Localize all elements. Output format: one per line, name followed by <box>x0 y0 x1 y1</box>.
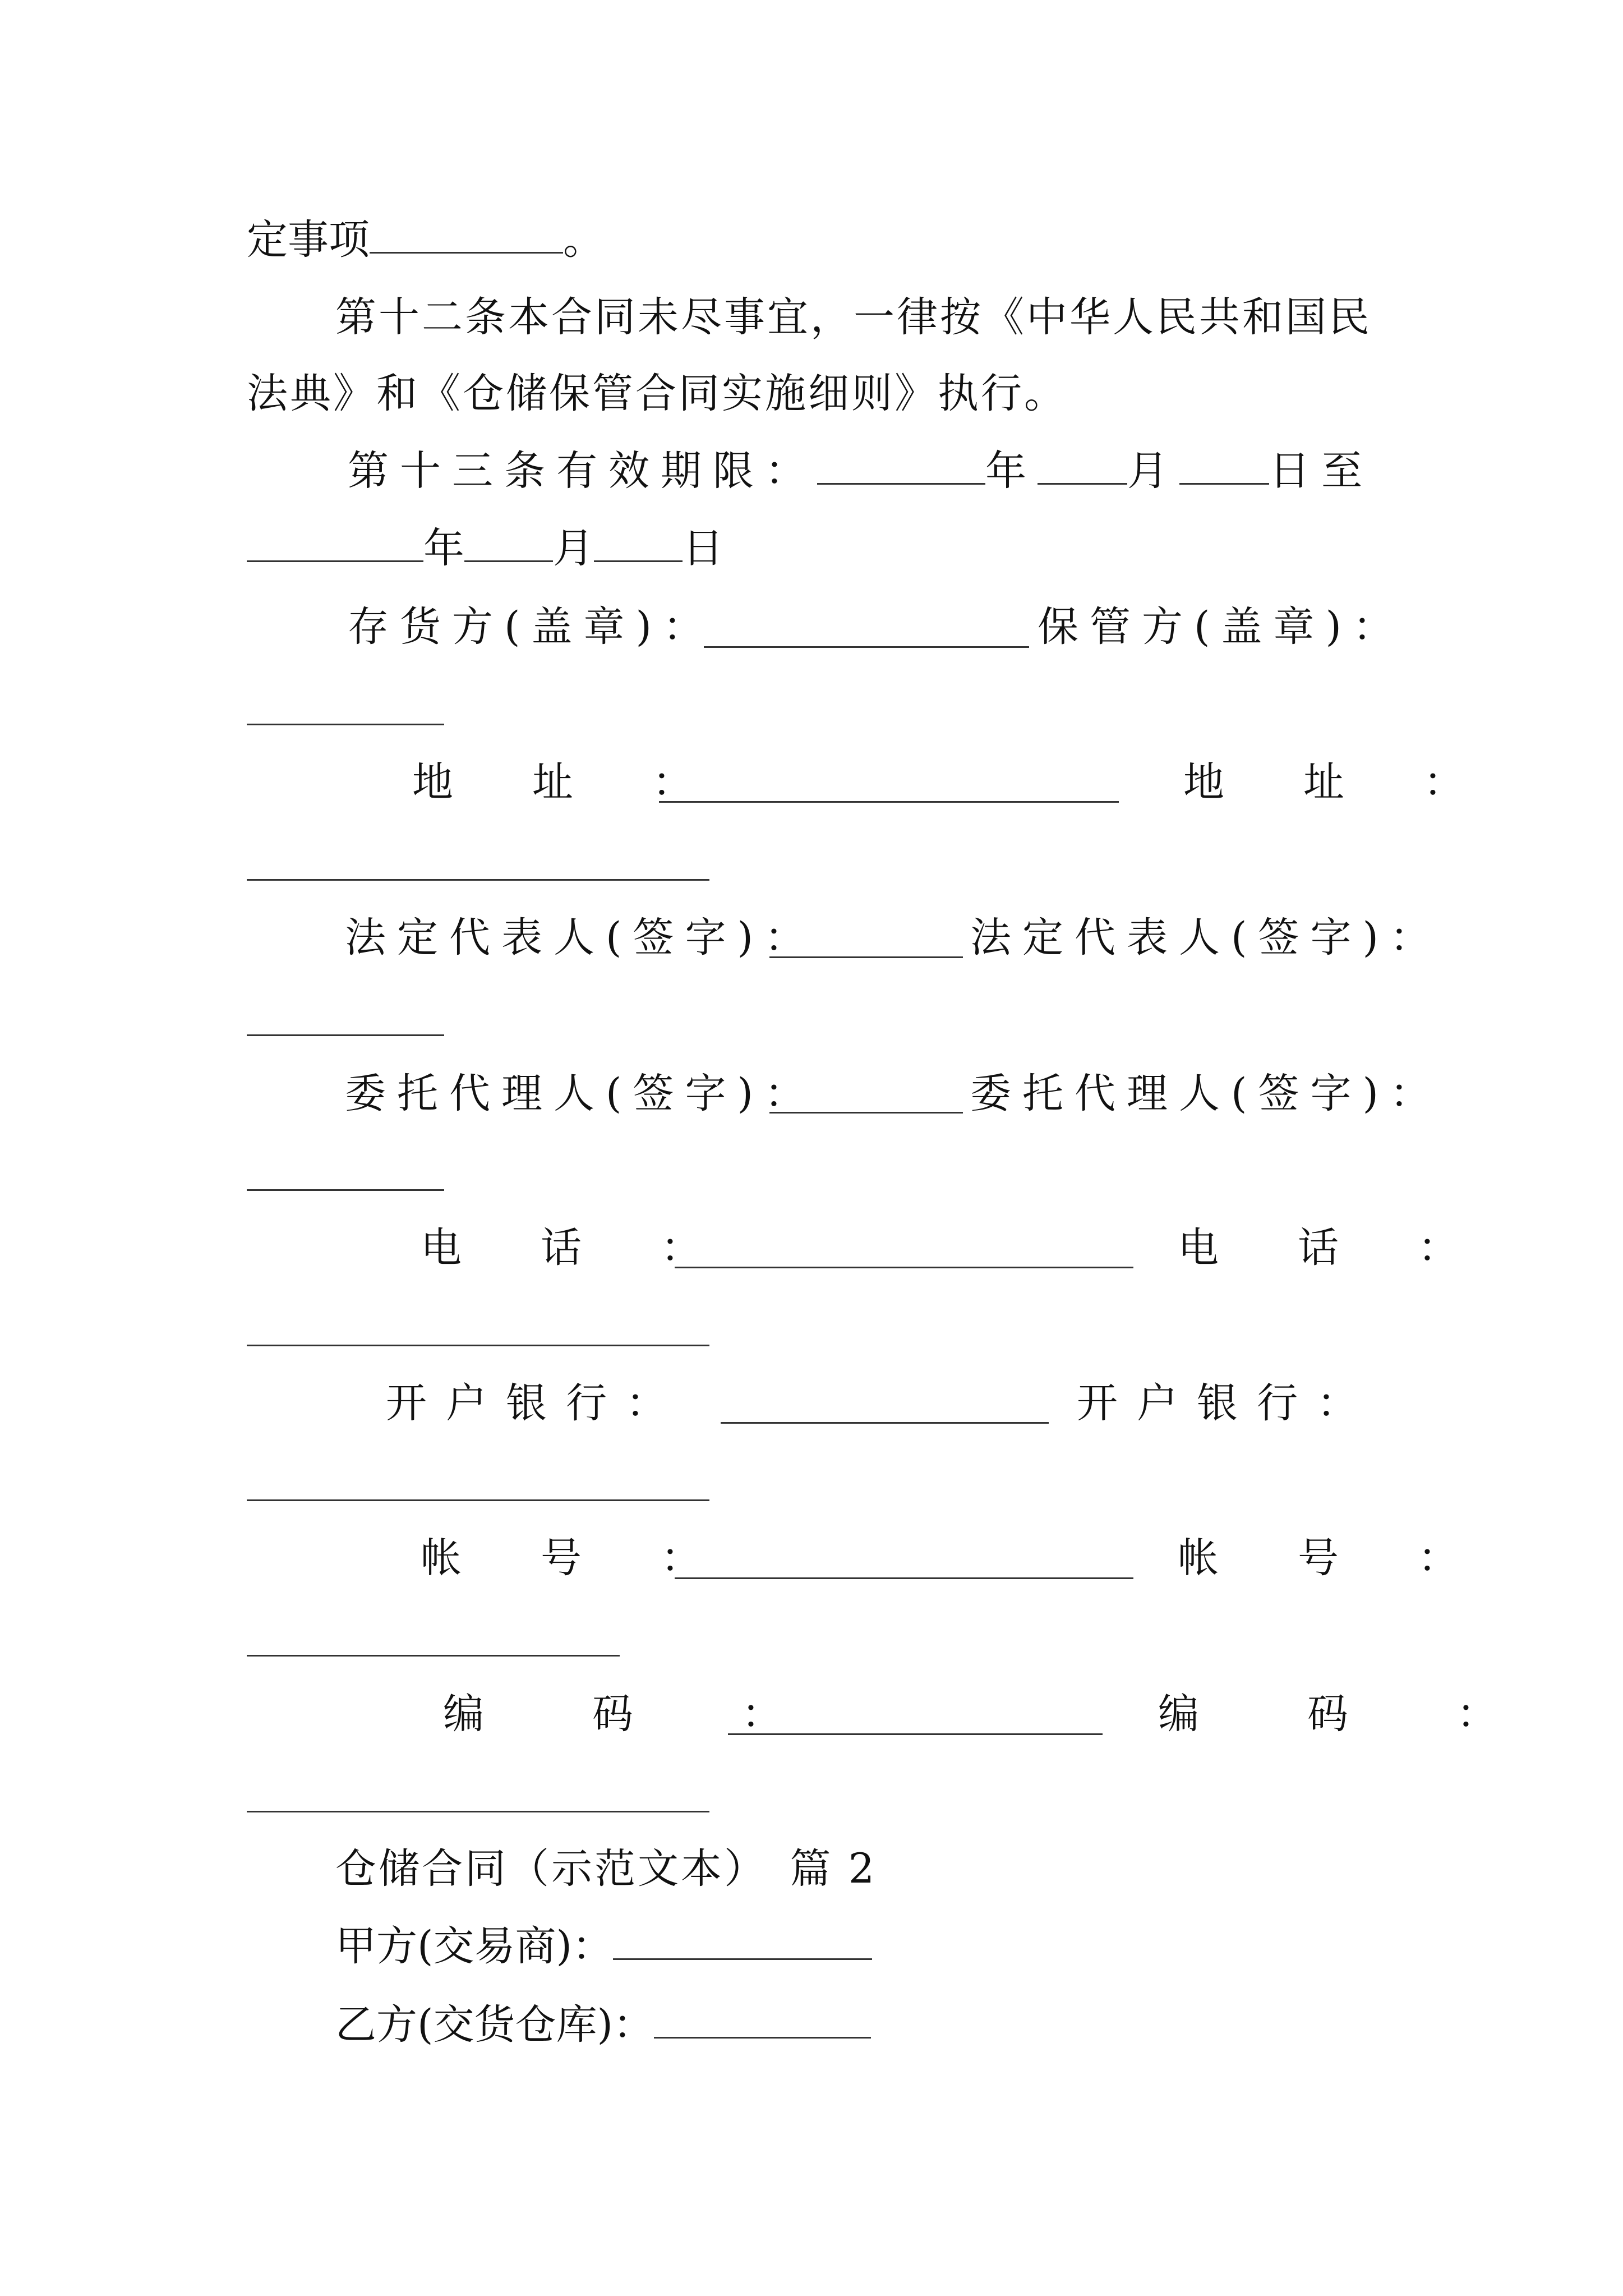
custodian-code-blank <box>247 1811 709 1812</box>
depositor-agent-blank <box>769 1112 963 1114</box>
custodian-address-label: 地 址 ： <box>1183 758 1483 806</box>
depositor-legal-rep-blank <box>769 956 963 958</box>
custodian-code-label: 编 码 ： <box>1158 1690 1531 1738</box>
party-b-label: 乙方(交货仓库)： <box>335 2001 654 2049</box>
custodian-address-blank <box>247 879 709 881</box>
depositor-agent-label: 委托代理人(签字)： <box>345 1070 817 1117</box>
depositor-account-blank <box>675 1577 1133 1579</box>
party-a-label: 甲方(交易商)： <box>335 1922 613 1970</box>
custodian-seal-label: 保管方(盖章)： <box>1038 603 1405 651</box>
article-13-line-1 <box>348 443 1373 499</box>
end-month-blank <box>464 526 553 562</box>
end-day-blank <box>594 526 683 562</box>
party-b-line <box>335 1997 871 2053</box>
article-12-line-1: 第十二条本合同未尽事宜，一律按《中华人民共和国民 <box>335 293 1372 341</box>
party-a-blank <box>613 1924 872 1960</box>
month-label: 月 <box>553 524 594 572</box>
depositor-code-blank <box>728 1733 1103 1735</box>
custodian-agent-blank <box>247 1189 444 1191</box>
matter-label: 定事项 <box>247 216 370 264</box>
month-label: 月 <box>1127 447 1179 495</box>
custodian-bank-blank <box>247 1499 709 1501</box>
depositor-seal-blank <box>704 646 1029 648</box>
depositor-address-blank <box>659 801 1119 803</box>
day-to-label: 日至 <box>1269 447 1373 495</box>
depositor-seal-label: 存货方(盖章)： <box>348 603 715 651</box>
term-label: 第十三条有效期限： <box>348 447 817 495</box>
section-2-title: 仓储合同（示范文本） 篇 2 <box>335 1845 877 1893</box>
depositor-bank-blank <box>721 1422 1049 1424</box>
depositor-legal-rep-label: 法定代表人(签字)： <box>345 914 817 961</box>
start-month-blank <box>1038 448 1127 485</box>
start-day-blank <box>1179 448 1269 485</box>
custodian-phone-label: 电 话 ： <box>1178 1224 1478 1272</box>
depositor-address-label: 地 址 ： <box>412 758 712 806</box>
custodian-seal-blank <box>247 724 444 725</box>
party-b-blank <box>654 2002 871 2039</box>
custodian-agent-label: 委托代理人(签字)： <box>970 1070 1442 1117</box>
article-12-line-2: 法典》和《仓储保管合同实施细则》执行。 <box>247 370 1067 417</box>
end-year-blank <box>247 526 423 562</box>
period: 。 <box>563 216 604 264</box>
year-label: 年 <box>985 447 1038 495</box>
party-a-line <box>335 1918 872 1975</box>
custodian-bank-label: 开户银行： <box>1077 1379 1377 1427</box>
depositor-bank-label: 开户银行： <box>386 1379 686 1427</box>
custodian-legal-rep-label: 法定代表人(签字)： <box>970 914 1442 961</box>
depositor-phone-label: 电 话 ： <box>421 1224 721 1272</box>
text-line-1 <box>247 212 604 268</box>
custodian-account-blank <box>247 1655 620 1657</box>
custodian-phone-blank <box>247 1345 709 1346</box>
day-label: 日 <box>683 524 723 572</box>
custodian-legal-rep-blank <box>247 1034 444 1036</box>
year-label: 年 <box>423 524 464 572</box>
depositor-account-label: 帐 号 ： <box>421 1534 721 1582</box>
custodian-account-label: 帐 号 ： <box>1178 1534 1478 1582</box>
matter-blank <box>370 217 563 254</box>
depositor-phone-blank <box>675 1267 1133 1268</box>
depositor-code-label: 编 码 ： <box>443 1690 816 1738</box>
start-year-blank <box>817 448 985 485</box>
article-13-line-2 <box>247 521 723 577</box>
